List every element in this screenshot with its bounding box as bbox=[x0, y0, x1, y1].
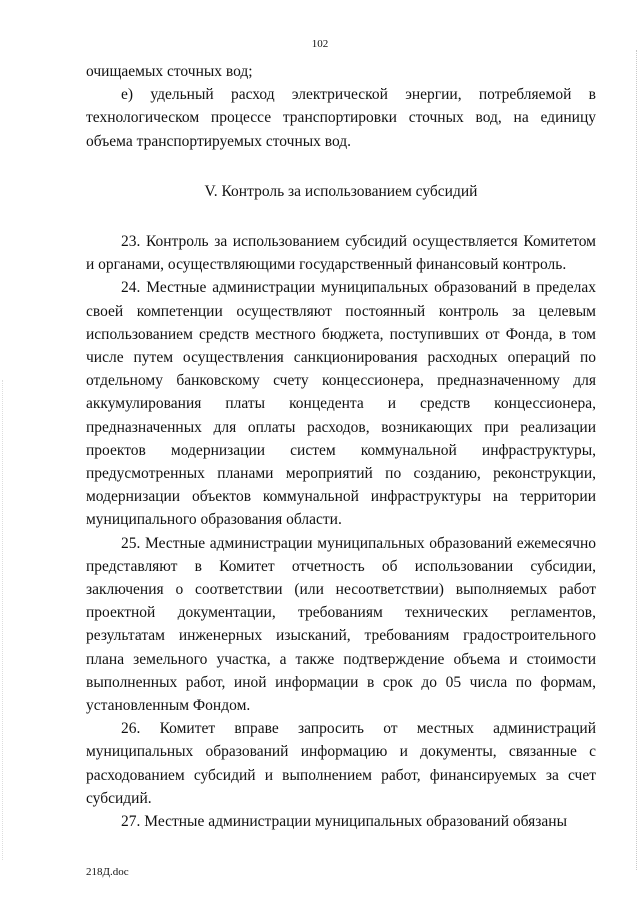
paragraph-25: 25. Местные администрации муниципальных образований ежемесячно представляют в Комитет отчетность об использовании субсидии, заключения о соответствии (или несоответствии) выполняемых работ проектной документации, требованиям технических регламентов, результатам инженерных изысканий, требованиям градостроительного плана земельного участка, а также подтверждение объема и стоимости выполненных работ, иной информации в срок до 05 числа по формам, установленным Фондом. bbox=[86, 534, 596, 715]
paragraph-e: е) удельный расход электрической энергии, потребляемой в технологическом процессе транспортировки сточных вод, на единицу объема транспортируемых сточных вод. bbox=[86, 86, 596, 150]
paragraph-26: 26. Комитет вправе запросить от местных администраций муниципальных образований информацию и документы, связанные с расходованием субсидий и выполнением работ, финансируемых за счет субсидий. bbox=[86, 720, 596, 807]
scan-edge-left bbox=[2, 380, 4, 860]
scan-edge-right bbox=[635, 50, 637, 870]
paragraph-27: 27. Местные администрации муниципальных образований обязаны bbox=[121, 813, 567, 831]
document-body bbox=[86, 60, 596, 833]
paragraph-23: 23. Контроль за использованием субсидий осуществляется Комитетом и органами, осуществляющими государственный финансовый контроль. bbox=[86, 233, 596, 274]
paragraph-24: 24. Местные администрации муниципальных образований в пределах своей компетенции осуществляют постоянный контроль за целевым использованием средств местного бюджета, поступивших от Фонда, в том числе путем осуществления санкционирования расходных операций по отдельному банковскому счету концессионера, предназначенному для аккумулирования платы концедента и средств концессионера, предназначенных для оплаты расходов, возникающих при реализации проектов модернизации систем коммунальной инфраструктуры, предусмотренных планами мероприятий по созданию, реконструкции, модернизации объектов коммунальной инфраструктуры на территории муниципального образования области. bbox=[86, 279, 596, 529]
footer-filename: 218Д.doc bbox=[86, 866, 129, 878]
section-heading: V. Контроль за использованием субсидий bbox=[204, 182, 478, 200]
paragraph-intro-tail: очищаемых сточных вод; bbox=[86, 63, 253, 80]
page-number: 102 bbox=[311, 38, 329, 50]
